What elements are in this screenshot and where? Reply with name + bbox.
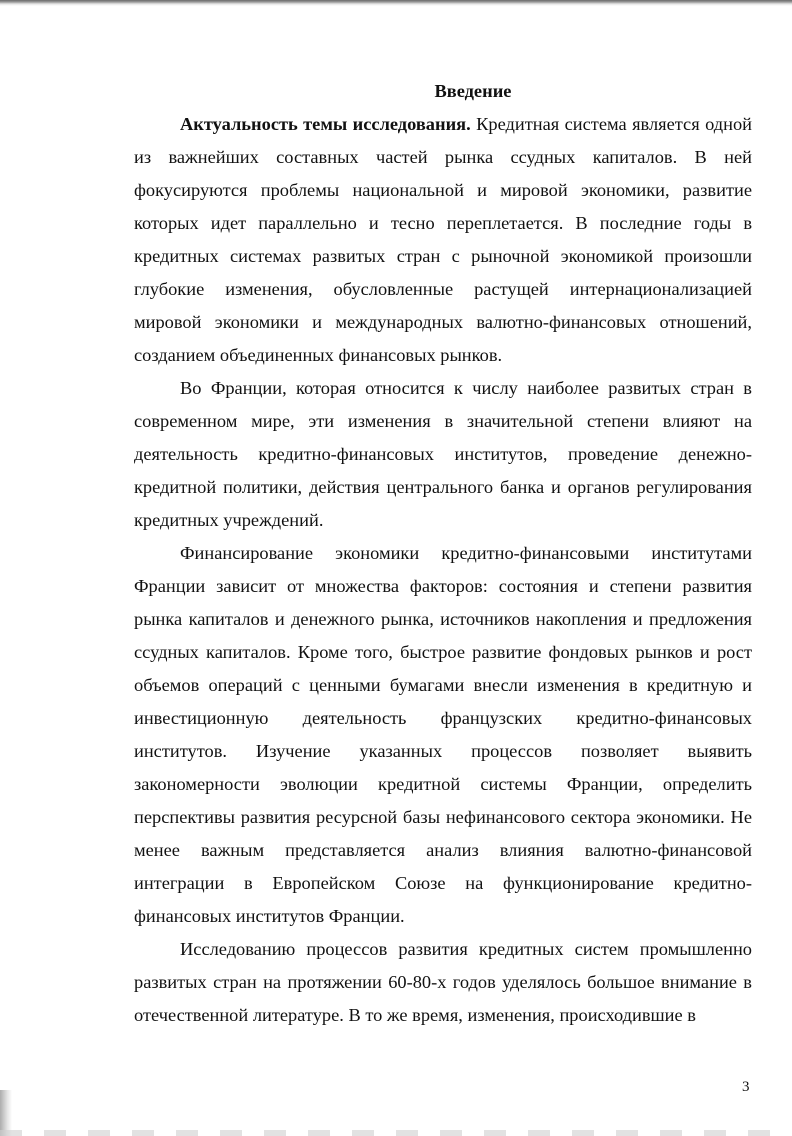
paragraph-relevance — [134, 108, 752, 372]
paragraph-financing: Финансирование экономики кредитно-финансовыми институтами Франции зависит от множества факторов: состояния и степени развития рынка капиталов и денежного рынка, источников накопления и предложения ссудных капиталов. Кроме того, быстрое развитие фондовых рынков и рост объемов операций с ценными бумагами внесли изменения в кредитную и инвестиционную деятельность французских кредитно-финансовых институтов. Изучение указанных процессов позволяет выявить закономерности эволюции кредитной системы Франции, определить перспективы развития ресурсной базы нефинансового сектора экономики. Не менее важным представляется анализ влияния валютно-финансовой интеграции в Европейском Союзе на функционирование кредитно-финансовых институтов Франции. — [134, 543, 752, 926]
paragraph-france: Во Франции, которая относится к числу наиболее развитых стран в современном мире, эти изменения в значительной степени влияют на деятельность кредитно-финансовых институтов, проведение денежно-кредитной политики, действия центрального банка и органов регулирования кредитных учреждений. — [134, 378, 752, 530]
page-number: 3 — [742, 1079, 750, 1095]
scan-top-edge — [0, 0, 792, 6]
paragraph-research: Исследованию процессов развития кредитных систем промышленно развитых стран на протяжении 60-80-х годов уделялось большое внимание в отечественной литературе. В то же время, изменения, происходившие в — [134, 939, 752, 1025]
scan-bottom-edge — [0, 1130, 792, 1136]
paragraph-text: Кредитная система является одной из важнейших составных частей рынка ссудных капиталов. В ней фокусируются проблемы национальной и мировой экономики, развитие которых идет параллельно и тесно переплетается. В последние годы в кредитных системах развитых стран с рыночной экономикой произошли глубокие изменения, обусловленные растущей интернационализацией мировой экономики и международных валютно-финансовых отношений, созданием объединенных финансовых рынков. — [134, 114, 752, 365]
document-page — [134, 78, 752, 1032]
section-title: Введение — [434, 81, 512, 101]
paragraph-lead: Актуальность темы исследования. — [180, 114, 471, 134]
